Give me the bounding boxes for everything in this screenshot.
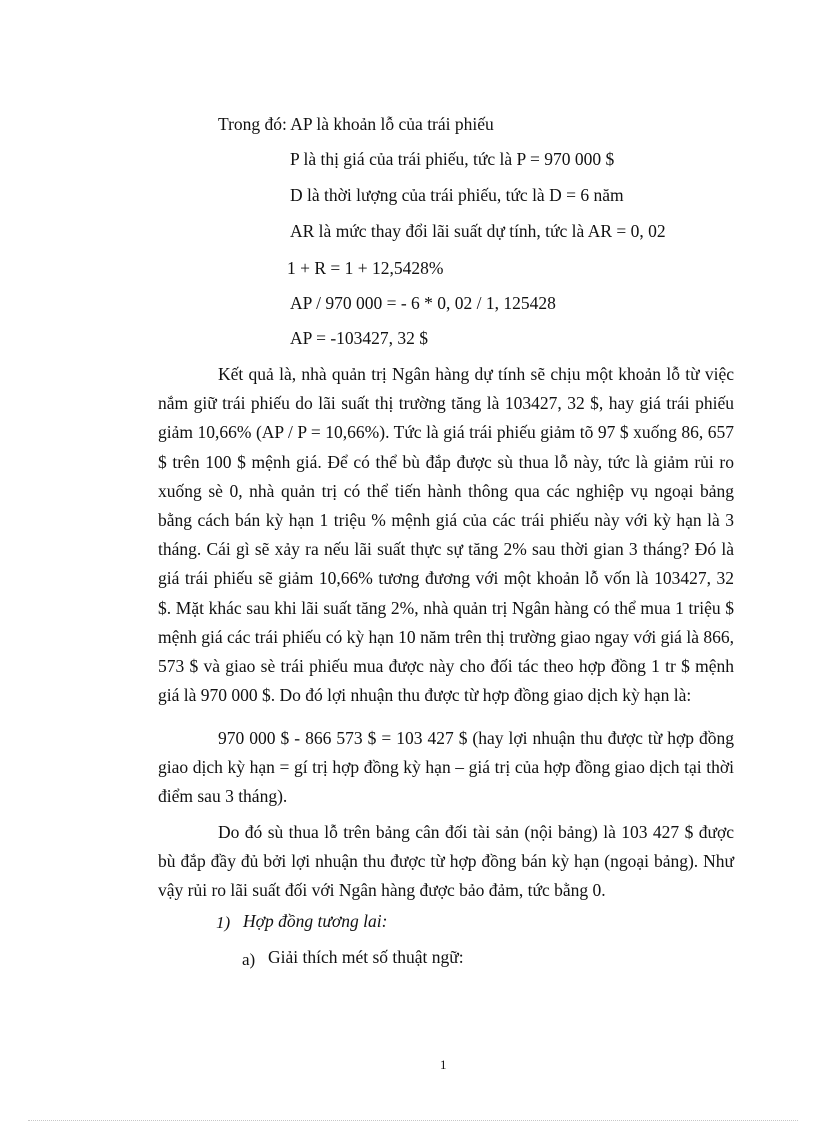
page-bottom-rule [28, 1120, 798, 1121]
paragraph-profit-calculation: 970 000 $ - 866 573 $ = 103 427 $ (hay lợi nhuận thu được từ hợp đồng giao dịch kỳ hạn = gí trị hợp đồng kỳ hạn – giá trị của hợp đồng giao dịch tại thời điểm sau 3 tháng). [158, 728, 734, 807]
definition-d: D là thời lượng của trái phiếu, tức là D = 6 năm [290, 185, 624, 205]
section-title: Hợp đồng tương lai: [243, 911, 388, 931]
definition-p: P là thị giá của trái phiếu, tức là P = 970 000 $ [290, 149, 615, 169]
equation-formula: AP / 970 000 = - 6 * 0, 02 / 1, 125428 [290, 293, 556, 313]
section-number: 1) [216, 913, 231, 932]
paragraph-conclusion: Do đó sù thua lỗ trên bảng cân đối tài sản (nội bảng) là 103 427 $ được bù đắp đầy đủ bởi lợi nhuận thu được từ hợp đồng bán kỳ hạn (ngoại bảng). Như vậy rủi ro lãi suất đối với Ngân hàng được bảo đảm, tức bằng 0. [158, 822, 734, 901]
paragraph-result-explanation: Kết quả là, nhà quản trị Ngân hàng dự tính sẽ chịu một khoản lỗ từ việc nắm giữ trái phiếu do lãi suất thị trường tăng là 103427, 32 $, hay giá trái phiếu giảm 10,66% (AP / P = 10,66%). Tức là giá trái phiếu giảm tõ 97 $ xuống 86, 657 $ trên 100 $ mệnh giá. Để có thể bù đắp được sù thua lỗ này, tức là giảm rủi ro xuống sè 0, nhà quản trị có thể tiến hành thông qua các nghiệp vụ ngoại bảng bằng cách bán kỳ hạn 1 triệu % mệnh giá của các trái phiếu này với kỳ hạn là 3 tháng. Cái gì sẽ xảy ra nếu lãi suất thực sự tăng 2% sau thời gian 3 tháng? Đó là giá trái phiếu sẽ giảm 10,66% tương đương với một khoản lỗ vốn là 103427, 32 $. Mặt khác sau khi lãi suất tăng 2%, nhà quản trị Ngân hàng có thể mua 1 triệu $ mệnh giá các trái phiếu có kỳ hạn 10 năm trên thị trường giao ngay với giá là 866, 573 $ và giao sè trái phiếu mua được này cho đối tác theo hợp đồng 1 tr $ mệnh giá là 970 000 $. Do đó lợi nhuận thu được từ hợp đồng giao dịch kỳ hạn là: [158, 364, 734, 706]
definition-intro: Trong đó: AP là khoản lỗ của trái phiếu [218, 114, 494, 134]
subsection-letter: a) [242, 950, 256, 969]
equation-r: 1 + R = 1 + 12,5428% [287, 258, 444, 278]
equation-result: AP = -103427, 32 $ [290, 328, 429, 348]
definition-ar: AR là mức thay đổi lãi suất dự tính, tức là AR = 0, 02 [290, 221, 666, 241]
subsection-title: Giải thích mét số thuật ngữ: [268, 947, 464, 967]
page-number: 1 [440, 1057, 447, 1072]
